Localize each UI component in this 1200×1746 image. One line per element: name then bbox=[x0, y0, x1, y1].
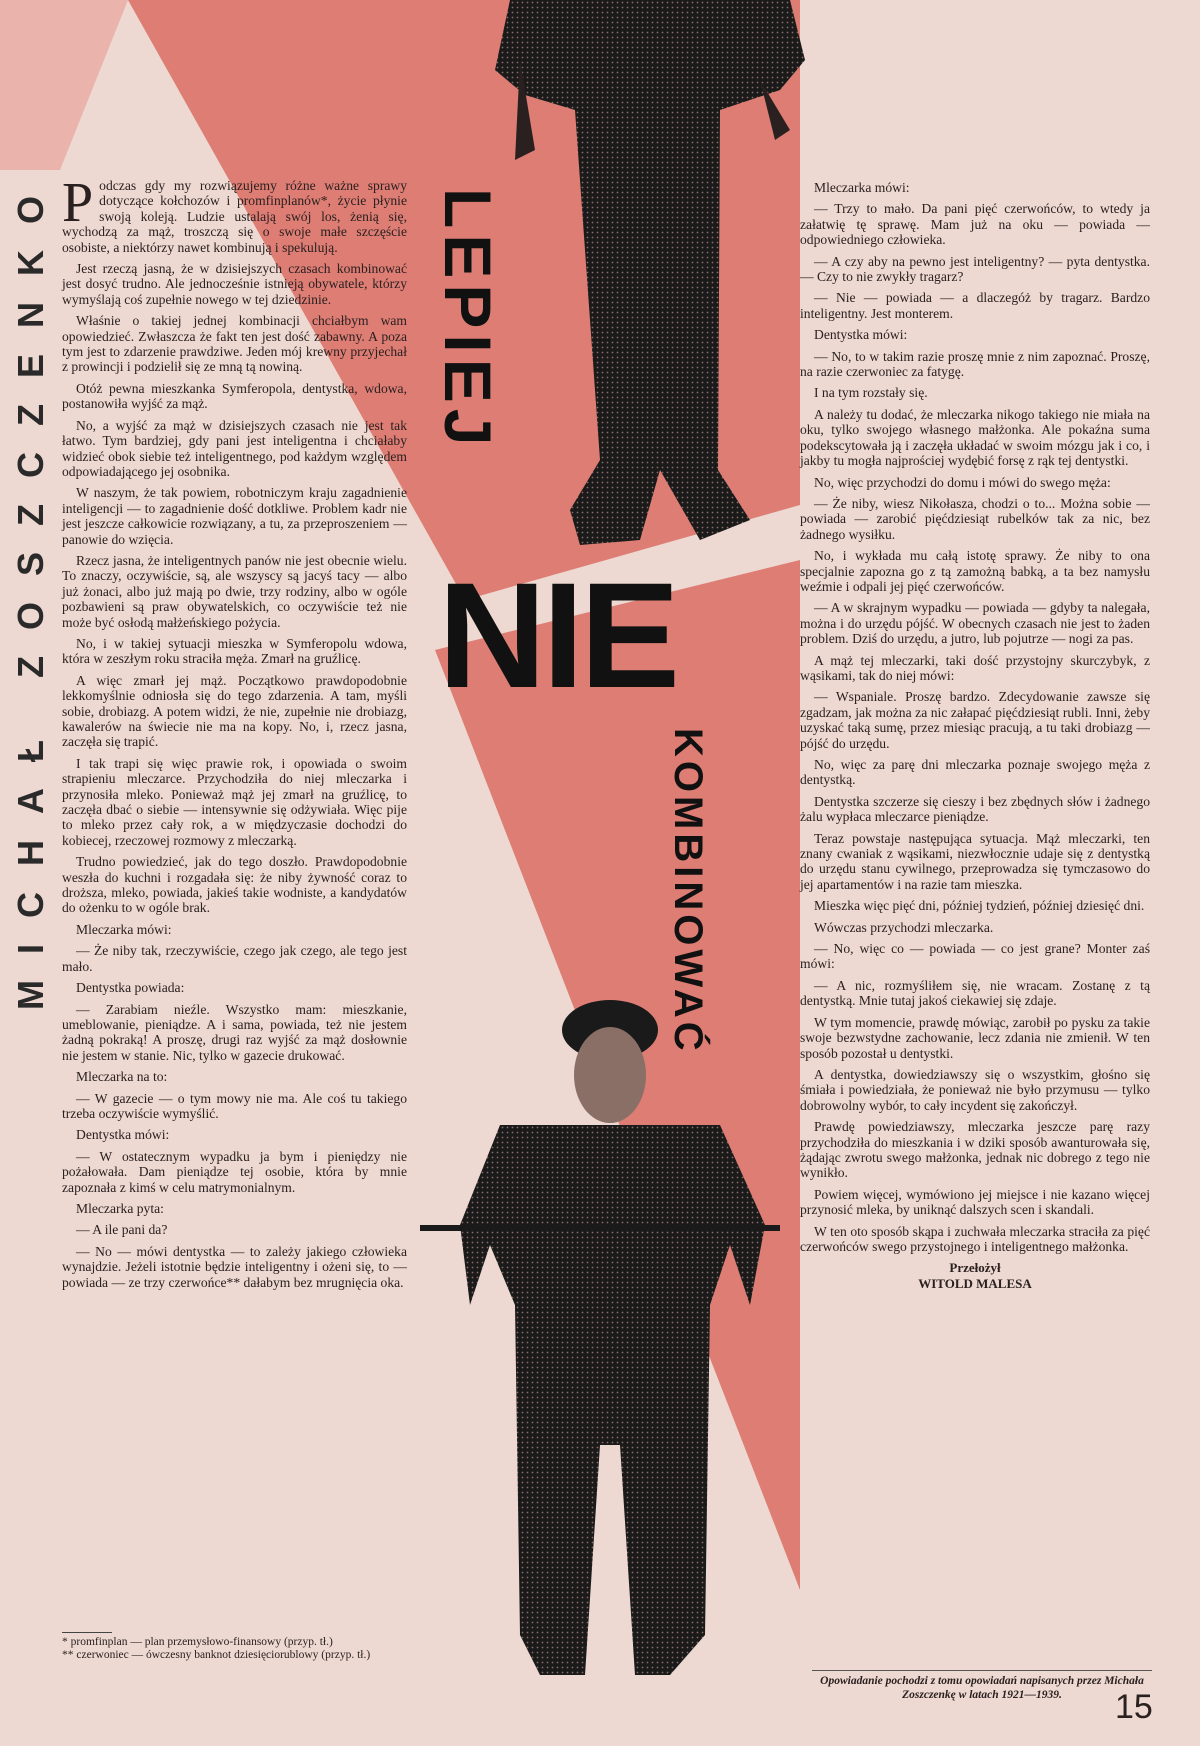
article-paragraph: I tak trapi się więc prawie rok, i opowiada o swoim strapieniu mleczarce. Przychodziła do niej mleczarka i przynosiła mleko. Ponieważ mąż jej zmarł na gruźlicę, to zaczęła dbać o siebie — intensywnie się odżywiała. Więc pije to mleko przez cały rok, a w międzyczasie dochodzi do kobiecej, rzeczowej rozmowy z mleczarką. bbox=[62, 755, 407, 848]
footnotes bbox=[62, 1632, 407, 1662]
article-paragraph: Rzecz jasna, że inteligentnych panów nie jest obecnie wielu. To znaczy, oczywiście, są, ale wszyscy są jacyś tacy — albo już żonaci, albo już mają po dwie, trzy rodziny, albo w ogóle pozbawieni są praw obywatelskich, co oczywiście też nie może być osłodą małżeńskiego pożycia. bbox=[62, 552, 407, 630]
title-lepiej: LEPIEJ bbox=[431, 188, 505, 452]
title-kombinowac: KOMBINOWAĆ bbox=[666, 728, 710, 1055]
footnote: * promfinplan — plan przemysłowo-finansowy (przyp. tł.) bbox=[62, 1636, 333, 1648]
article-paragraph: — No, to w takim razie proszę mnie z nim zapoznać. Proszę, na razie czerwoniec za fatygę. bbox=[800, 348, 1150, 380]
article-paragraph: Dentystka szczerze się cieszy i bez zbędnych słów i żadnego żalu wypłaca mleczarce pieniądze. bbox=[800, 793, 1150, 825]
article-paragraph: Mleczarka mówi: bbox=[814, 180, 910, 195]
article-paragraph: — A ile pani da? bbox=[76, 1222, 168, 1238]
article-paragraph: Wówczas przychodzi mleczarka. bbox=[814, 919, 994, 935]
article-paragraph: — No, więc co — powiada — co jest grane? Monter zaś mówi: bbox=[800, 941, 1150, 972]
article-paragraph: — A w skrajnym wypadku — powiada — gdyby ta nalegała, można i do urzędu pójść. W obecnych czasach nie jest to żaden problem. Dziś do urzędu, a jutro, lub pojutrze — nogi za pas. bbox=[800, 600, 1150, 647]
right-article-column bbox=[800, 180, 1150, 1291]
article-paragraph: No, i w takiej sytuacji mieszka w Symferopolu wdowa, która w zeszłym roku straciła męża. Zmarł na gruźlicę. bbox=[62, 635, 407, 667]
article-paragraph: — Wspaniale. Proszę bardzo. Zdecydowanie zawsze się zgadzam, jak można za nic załapać pięćdziesiąt rubli. Inni, żeby uzyskać taką sumę, przez miesiąc pracują, a tu taki drobiazg — pójść do urzędu. bbox=[800, 689, 1150, 751]
article-paragraph: — A nic, rozmyśliłem się, nie wracam. Zostanę z tą dentystką. Mnie tutaj jakoś ciekawiej się zdaje. bbox=[800, 977, 1150, 1009]
article-paragraph: A więc zmarł jej mąż. Początkowo prawdopodobnie lekkomyślnie odniosła się do tego zdarzenia. A tam, myśli sobie, drobiazg. A potem widzi, że nie, zupełnie nie drobiazg, kawalerów na świecie nie ma na kopy. No, i, rzecz jasna, zaczęła się trapić. bbox=[62, 672, 407, 750]
article-paragraph: Jest rzeczą jasną, że w dzisiejszych czasach kombinować jest dosyć trudno. Ale jednocześnie istnieją obywatele, którzy wymyślają coś zupełnie nowego w tej dziedzinie. bbox=[62, 261, 407, 307]
article-paragraph: No, więc przychodzi do domu i mówi do swego męża: bbox=[814, 474, 1111, 490]
article-paragraph: A dentystka, dowiedziawszy się o wszystkim, głośno się śmiała i powiedziała, że ponieważ nie było przymusu — tylko dobrowolny wybór, to cały incydent się zakończył. bbox=[800, 1066, 1150, 1113]
translator-label: Przełożył bbox=[949, 1260, 1001, 1276]
footnote: ** czerwoniec — ówczesny banknot dziesięciorublowy (przyp. tł.) bbox=[62, 1649, 371, 1661]
article-paragraph: Dentystka powiada: bbox=[76, 980, 185, 996]
article-paragraph: — Nie — powiada — a dlaczegóż by tragarz. Bardzo inteligentny. Jest monterem. bbox=[800, 290, 1150, 321]
article-paragraph: A należy tu dodać, że mleczarka nikogo takiego nie miała na oku, tylko swojego własnego małżonka. Ale pokaźna suma podekscytowała ją i zaczęła układać w swoim mózgu jak i co, i jakby tu mogła najprościej wydębić forsę z rąk tej dentystki. bbox=[800, 406, 1150, 469]
standing-man-bottom-illustration bbox=[420, 975, 800, 1695]
source-note: Opowiadanie pochodzi z tomu opowiadań napisanych przez Michała Zoszczenkę w latach 1921—1939. bbox=[812, 1670, 1152, 1702]
article-paragraph: Mleczarka mówi: bbox=[76, 921, 172, 937]
article-paragraph: — No — mówi dentystka — to zależy jakiego człowieka wynajdzie. Jeżeli istotnie będzie inteligentny i ożeni się, to — powiada — ze trzy czerwońce** dałabym bez mrugnięcia oka. bbox=[62, 1243, 407, 1290]
page-number: 15 bbox=[1115, 1688, 1153, 1726]
article-paragraph: No, a wyjść za mąż w dzisiejszych czasach nie jest tak łatwo. Tym bardziej, gdy pani jest inteligentna i chciałaby widzieć obok siebie też inteligentnego, pod każdym względem odpowiadającego jej osobnika. bbox=[62, 417, 407, 479]
drop-cap: P bbox=[62, 172, 94, 234]
article-paragraph: Otóż pewna mieszkanka Symferopola, dentystka, wdowa, postanowiła wyjść za mąż. bbox=[62, 380, 407, 412]
article-paragraph: — W ostatecznym wypadku ja bym i pieniędzy nie pożałowała. Dam pieniądze tej osobie, która by mnie zapoznała z kimś w celu matrymonialnym. bbox=[62, 1148, 407, 1195]
article-paragraph: I na tym rozstały się. bbox=[814, 385, 928, 401]
article-paragraph: No, i wykłada mu całą istotę sprawy. Że niby to ona specjalnie zapozna go z tą zamożną babką, a ta bez namysłu weźmie i odpali jej pięć czerwońców. bbox=[800, 548, 1150, 594]
article-paragraph: W tym momencie, prawdę mówiąc, zarobił po pysku za takie swoje bezwstydne zachowanie, lecz zdania nie zmienił. W ten sposób pozostał u dentystki. bbox=[800, 1014, 1150, 1061]
article-paragraph: Właśnie o takiej jednej kombinacji chciałbym wam opowiedzieć. Zwłaszcza że fakt ten jest dość zabawny. A poza tym jest to zdarzenie prawdziwe. Jeden mój krewny przyjechał z prowincji i podzielił się ze mną tą nowiną. bbox=[62, 313, 407, 375]
translator-name: WITOLD MALESA bbox=[918, 1275, 1032, 1291]
article-paragraph: W ten oto sposób skąpa i zuchwała mleczarka straciła za pięć czerwońców swego przystojnego i inteligentnego małżonka. bbox=[800, 1223, 1150, 1254]
title-nie: NIE bbox=[438, 551, 677, 719]
article-paragraph: W naszym, że tak powiem, robotniczym kraju zagadnienie inteligencji — to zagadnienie dość dotkliwe. Problem kadr nie jest jeszcze całkowicie rozwiązany, a tu, za przeproszeniem — panowie do wzięcia. bbox=[62, 485, 407, 547]
article-paragraph: Teraz powstaje następująca sytuacja. Mąż mleczarki, ten znany cwaniak z wąsikami, niezwłocznie udaje się z dentystką do urzędu stanu cywilnego, przeprowadza się tymczasowo do jej apartamentów i na razie tam mieszka. bbox=[800, 830, 1150, 892]
left-article-column bbox=[62, 172, 407, 1296]
article-paragraph: — Że niby, wiesz Nikołasza, chodzi o to... Można sobie — powiada — zarobić pięćdziesiąt rubelków tak za nic, bez żadnego wysiłku. bbox=[800, 495, 1150, 542]
article-paragraph: Mieszka więc pięć dni, później tydzień, później dziesięć dni. bbox=[814, 898, 1145, 914]
article-paragraph: — A czy aby na pewno jest inteligentny? — pyta dentystka. — Czy to nie zwykły tragarz? bbox=[800, 253, 1150, 285]
article-paragraph: Dentystka mówi: bbox=[814, 327, 908, 343]
article-paragraph: — Że niby tak, rzeczywiście, czego jak czego, ale tego jest mało. bbox=[62, 943, 407, 974]
article-paragraph: Podczas gdy my rozwiązujemy różne ważne sprawy dotyczące kołchozów i promfinplanów*, życie płynie swoją koleją. Ludzie ustalają swój los, żenią się, wychodzą za mąż, troszczą się o swoje małe szczęście osobiste, a niektórzy nawet kombinują i spekulują. bbox=[62, 172, 407, 255]
article-paragraph: Prawdę powiedziawszy, mleczarka jeszcze parę razy przychodziła do mieszkania i w dziki sposób awanturowała się, żądając zwrotu swego małżonka, jednak nic dobrego z tego nie wynikło. bbox=[800, 1119, 1150, 1181]
article-paragraph: — Trzy to mało. Da pani pięć czerwońców, to wtedy ja załatwię tę sprawę. Mam już na oku — powiada — odpowiedniego człowieka. bbox=[800, 201, 1150, 248]
article-paragraph: Trudno powiedzieć, jak do tego doszło. Prawdopodobnie weszła do kuchni i rozgadała się: że niby żywność coraz to droższa, mleko, powiada, jakieś takie wodniste, a kandydatów do ożenku to w ogóle brak. bbox=[62, 854, 407, 916]
article-paragraph: Mleczarka na to: bbox=[76, 1069, 168, 1085]
article-paragraph: No, więc za parę dni mleczarka poznaje swojego męża z dentystką. bbox=[800, 757, 1150, 788]
article-paragraph: Powiem więcej, wymówiono jej miejsce i nie kazano więcej przynosić mleka, by uniknąć dalszych scen i skandali. bbox=[800, 1186, 1150, 1218]
article-paragraph: Mleczarka pyta: bbox=[76, 1200, 164, 1216]
article-paragraph: A mąż tej mleczarki, taki dość przystojny skurczybyk, z wąsikami, tak do niej mówi: bbox=[800, 652, 1150, 683]
article-paragraph: — Zarabiam nieźle. Wszystko mam: mieszkanie, umeblowanie, pieniądze. A i sama, powiada, też nie jestem żadną pokraką! A proszę, drugi raz wyjść za mąż dosłownie nie jestem w stanie. Nic, tylko w gazecie drukować. bbox=[62, 1001, 407, 1063]
standing-man-top-illustration bbox=[490, 0, 820, 560]
article-paragraph: Dentystka mówi: bbox=[76, 1127, 170, 1143]
article-paragraph: — W gazecie — o tym mowy nie ma. Ale coś tu takiego trzeba oczywiście wymyślić. bbox=[62, 1090, 407, 1121]
author-vertical: MICHAŁ ZOSZCZENKO bbox=[10, 170, 51, 1010]
